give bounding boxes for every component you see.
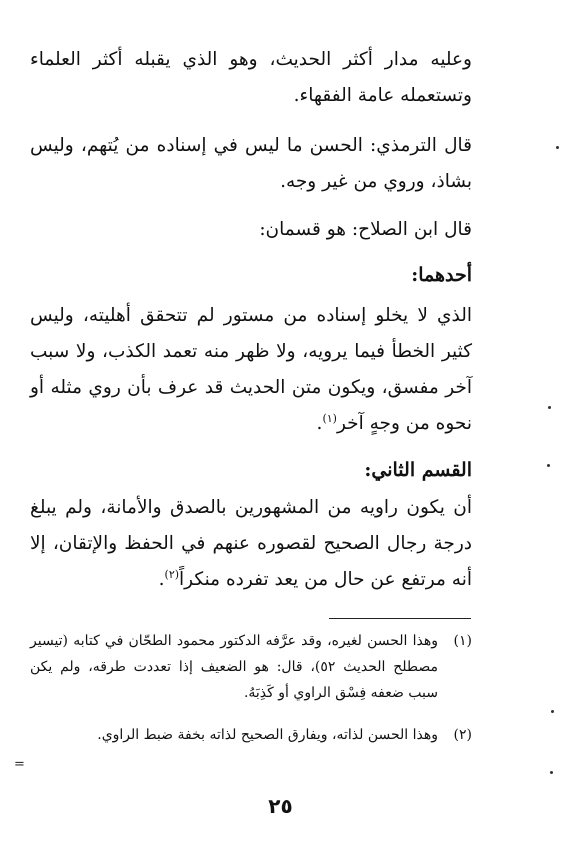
footnote-2 — [30, 722, 472, 748]
margin-dot — [551, 710, 554, 713]
footnote-2-number: (٢) — [453, 727, 472, 743]
intro-paragraph — [30, 42, 472, 114]
section-one-paragraph — [30, 298, 472, 442]
margin-dot — [548, 406, 551, 409]
tirmidhi-paragraph — [30, 128, 472, 200]
section-one-text: الذي لا يخلو إسناده من مستور لم تتحقق أهليته، وليس كثير الخطأ فيما يرويه، ولا ظهر منه تعمد الكذب، ولا سبب آخر مفسق، ويكون متن الحديث قد عرف بأن روي مثله أو نحوه من وجهٍ آخر — [30, 305, 472, 434]
footnote-ref-1: (١) — [322, 411, 337, 425]
margin-dot — [556, 146, 559, 149]
section-one-heading-text: أحدهما: — [411, 264, 472, 286]
footnote-1-text: وهذا الحسن لغيره، وقد عرَّفه الدكتور محمود الطحّان في كتابه (تيسير مصطلح الحديث ٥٢)، قال: هو الضعيف إذا تعددت طرقه، ولم يكن سبب ضعفه فِسْق الراوي أو كَذِبَهُ. — [30, 633, 438, 701]
ibn-salah-text: قال ابن الصلاح: هو قسمان: — [259, 219, 472, 240]
section-two-heading-text: القسم الثاني: — [364, 459, 472, 481]
tirmidhi-text: قال الترمذي: الحسن ما ليس في إسناده من يُتهم، وليس بشاذ، وروي من غير وجه. — [30, 135, 472, 192]
section-two-heading — [30, 453, 472, 487]
section-two-text: أن يكون راويه من المشهورين بالصدق والأمانة، ولم يبلغ درجة رجال الصحيح لقصوره عنهم في الحفظ والإتقان، إلا أنه مرتفع عن حال من يعد تفرده منكراً — [30, 497, 472, 590]
section-one-heading — [30, 258, 472, 292]
intro-text: وعليه مدار أكثر الحديث، وهو الذي يقبله أكثر العلماء وتستعمله عامة الفقهاء. — [30, 49, 472, 106]
section-two-end: . — [158, 569, 165, 590]
section-one-end: . — [316, 413, 323, 434]
margin-mark: = — [14, 757, 25, 772]
ibn-salah-paragraph — [30, 212, 472, 248]
section-two-paragraph — [30, 490, 472, 598]
page-number: ٢٥ — [268, 794, 293, 818]
footnote-2-text: وهذا الحسن لذاته، ويفارق الصحيح لذاته بخفة ضبط الراوي. — [97, 727, 438, 743]
footnote-1-number: (١) — [453, 633, 472, 649]
footnote-1 — [30, 628, 472, 706]
margin-dot — [550, 771, 553, 774]
margin-dot — [547, 464, 550, 467]
footnote-ref-2: (٢) — [164, 567, 180, 581]
footnote-separator — [329, 618, 471, 619]
